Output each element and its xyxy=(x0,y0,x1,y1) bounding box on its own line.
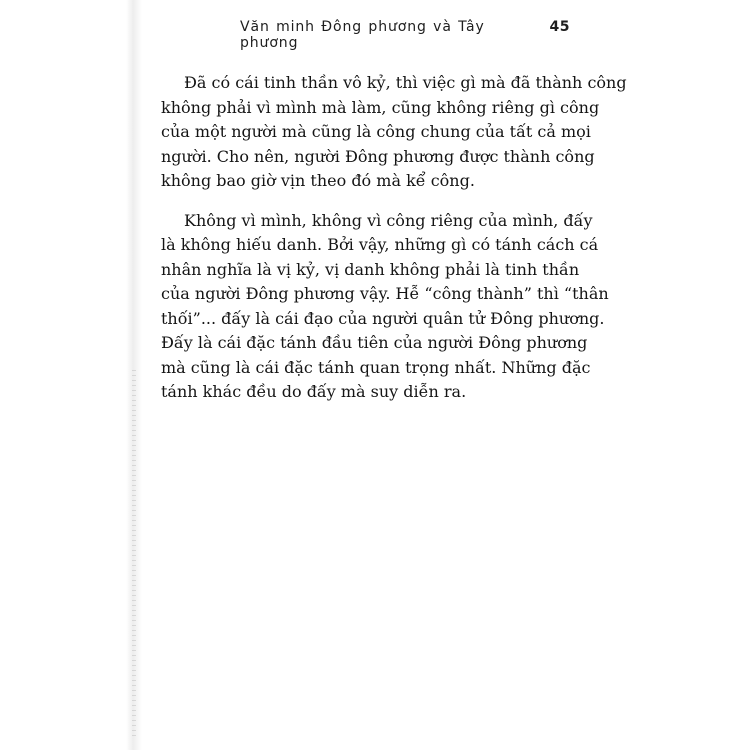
text-line: của người Đông phương vậy. Hễ “công thành” thì “thân xyxy=(161,284,609,303)
running-header xyxy=(240,19,570,51)
text-line: người. Cho nên, người Đông phương được thành công xyxy=(161,146,595,166)
paragraph xyxy=(161,209,609,405)
text-line: không phải vì mình mà làm, cũng không riêng gì công xyxy=(161,97,600,117)
text-line: không bao giờ vịn theo đó mà kể công. xyxy=(161,171,475,190)
running-header-title: Văn minh Đông phương và Tây phương xyxy=(240,19,485,51)
text-line: Không vì mình, không vì công riêng của mình, đấy xyxy=(184,210,593,230)
text-line: Đã có cái tinh thần vô kỷ, thì việc gì mà đã thành công xyxy=(184,73,627,92)
page-edge-texture xyxy=(132,370,136,740)
paragraph xyxy=(161,71,627,194)
text-line: thối”... đấy là cái đạo của người quân tử Đông phương. xyxy=(161,308,605,328)
text-line: là không hiếu danh. Bởi vậy, những gì có tánh cách cá xyxy=(161,235,599,254)
text-line: nhân nghĩa là vị kỷ, vị danh không phải là tinh thần xyxy=(161,259,580,279)
body-text xyxy=(161,71,627,405)
text-line: tánh khác đều do đấy mà suy diễn ra. xyxy=(161,382,467,401)
page-number: 45 xyxy=(549,19,570,35)
text-line: của một người mà cũng là công chung của tất cả mọi xyxy=(161,122,591,141)
text-line: mà cũng là cái đặc tánh quan trọng nhất. Những đặc xyxy=(161,357,591,377)
text-line: Đấy là cái đặc tánh đầu tiên của người Đông phương xyxy=(161,333,588,352)
